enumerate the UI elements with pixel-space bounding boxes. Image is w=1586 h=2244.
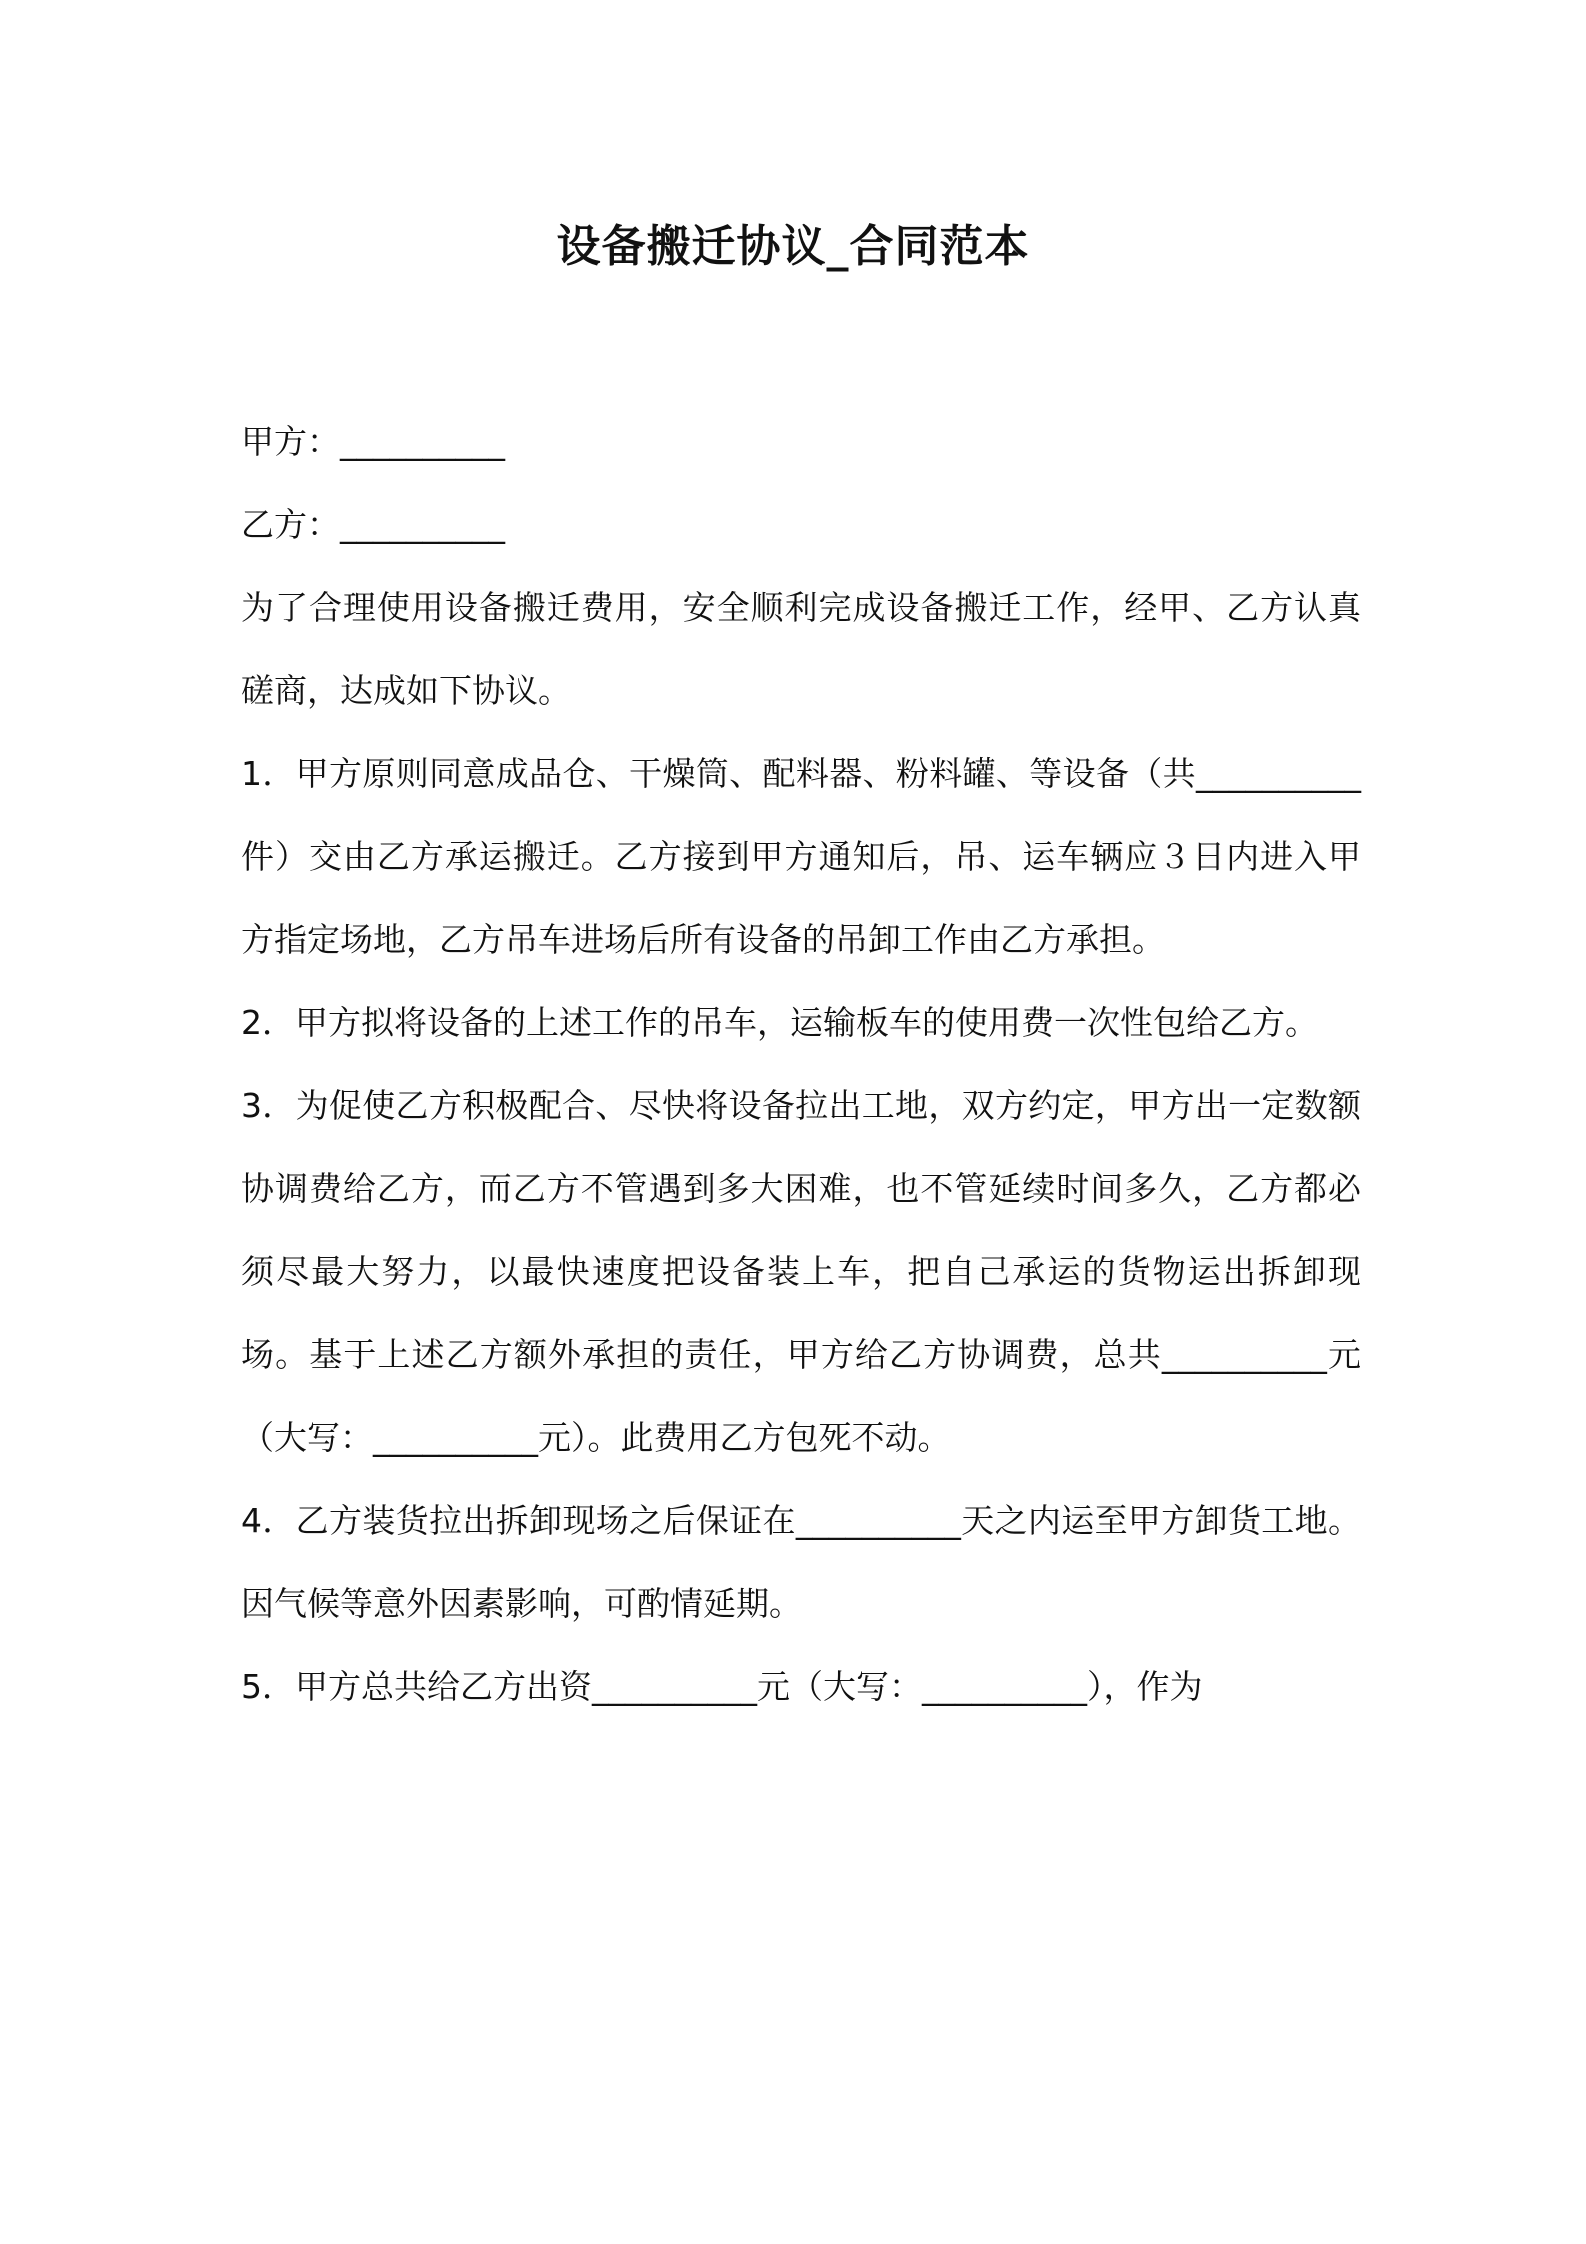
- clause-3: 3．为促使乙方积极配合、尽快将设备拉出工地，双方约定，甲方出一定数额协调费给乙方，而乙方不管遇到多大困难，也不管延续时间多久，乙方都必须尽最大努力，以最快速度把设备装上车，把自己承运的货物运出拆卸现场。基于上述乙方额外承担的责任，甲方给乙方协调费，总共__________元（大写：__________元）。此费用乙方包死不动。: [241, 1086, 1361, 1457]
- party-b-line: 乙方：__________: [241, 505, 505, 544]
- clause-1: 1．甲方原则同意成品仓、干燥筒、配料器、粉料罐、等设备（共__________件）交由乙方承运搬迁。乙方接到甲方通知后，吊、运车辆应３日内进入甲方指定场地，乙方吊车进场后所有设备的吊卸工作由乙方承担。: [241, 754, 1361, 959]
- preamble-paragraph: 为了合理使用设备搬迁费用，安全顺利完成设备搬迁工作，经甲、乙方认真磋商，达成如下协议。: [241, 588, 1361, 710]
- document-title: 设备搬迁协议_合同范本: [556, 221, 1030, 272]
- clause-2: 2．甲方拟将设备的上述工作的吊车，运输板车的使用费一次性包给乙方。: [241, 1003, 1318, 1042]
- clause-4: 4．乙方装货拉出拆卸现场之后保证在__________天之内运至甲方卸货工地。因气候等意外因素影响，可酌情延期。: [241, 1501, 1361, 1623]
- party-a-line: 甲方：__________: [241, 422, 505, 461]
- clause-5: 5．甲方总共给乙方出资__________元（大写：__________），作为: [241, 1667, 1203, 1706]
- document-body: [241, 400, 1361, 1728]
